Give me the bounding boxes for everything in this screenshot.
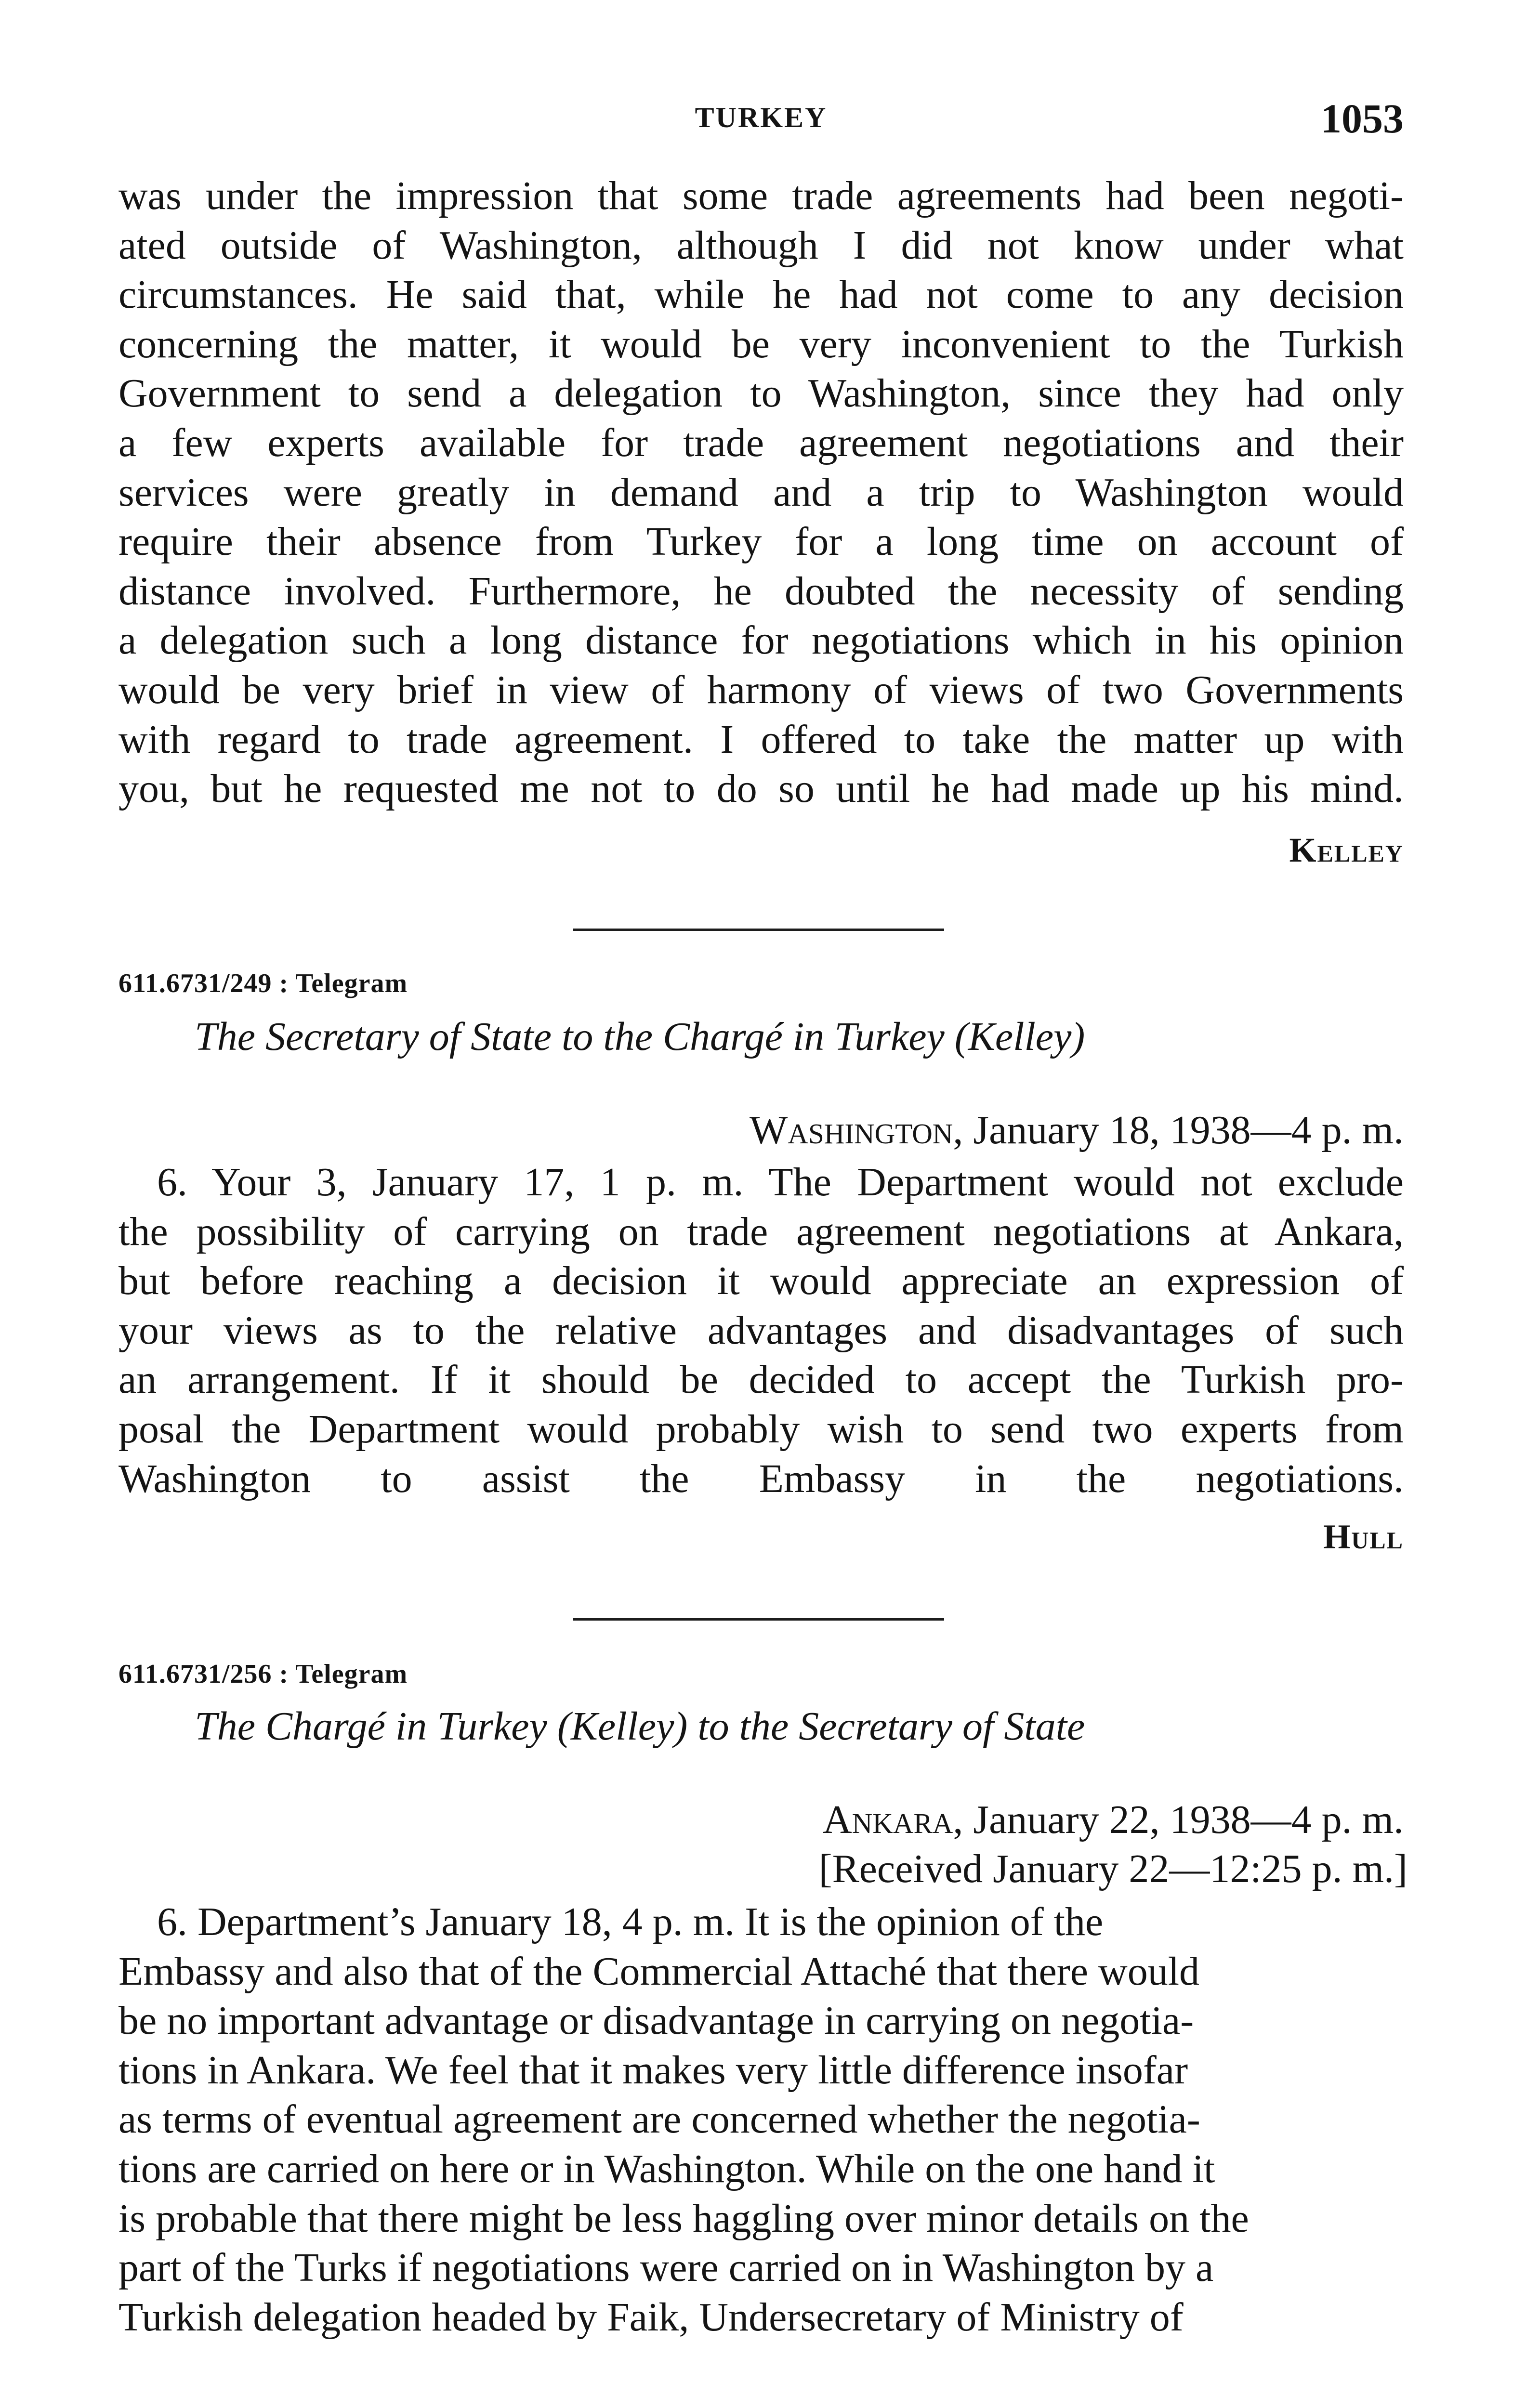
text-line: concerning the matter, it would be very inconvenient to the Turkish <box>118 321 1404 366</box>
text-line: Turkish delegation headed by Faik, Undersecretary of Ministry of <box>118 2294 1184 2340</box>
dateline-ankara <box>823 1796 1404 1843</box>
telegram-body-1 <box>118 1158 1404 1504</box>
text-line: Embassy and also that of the Commercial Attaché that there would <box>118 1949 1200 1994</box>
text-line: but before reaching a decision it would appreciate an expression of <box>118 1258 1404 1304</box>
text-line: Washington to assist the Embassy in the negotiations. <box>118 1456 1404 1501</box>
text-line: your views as to the relative advantages and disadvantages of such <box>118 1308 1404 1353</box>
text-line: ated outside of Washington, although I did not know under what <box>118 222 1404 268</box>
text-line: was under the impression that some trade agreements had been negoti- <box>118 173 1404 218</box>
dateline-date: January 22, 1938—4 p. m. <box>973 1797 1404 1842</box>
signature-kelley: Kelley <box>1289 831 1404 869</box>
document-title-2: The Chargé in Turkey (Kelley) to the Secretary of State <box>195 1704 1085 1749</box>
text-line: you, but he requested me not to do so until he had made up his mind. <box>118 766 1404 811</box>
file-reference-256: 611.6731/256 : Telegram <box>118 1659 408 1689</box>
text-line: is probable that there might be less haggling over minor details on the <box>118 2196 1249 2241</box>
continuation-paragraph <box>118 171 1404 814</box>
text-line: with regard to trade agreement. I offered to take the matter up with <box>118 717 1404 762</box>
dateline-place: Ankara, <box>822 1797 963 1842</box>
text-line: posal the Department would probably wish to send two experts from <box>118 1406 1404 1452</box>
text-line: a delegation such a long distance for negotiations which in his opinion <box>118 618 1404 663</box>
section-divider <box>573 1618 944 1621</box>
text-line: 6. Department’s January 18, 4 p. m. It is the opinion of the <box>157 1899 1104 1944</box>
file-reference-249: 611.6731/249 : Telegram <box>118 968 408 998</box>
text-line: distance involved. Furthermore, he doubted the necessity of sending <box>118 568 1404 614</box>
received-line: [Received January 22—12:25 p. m.] <box>818 1846 1408 1891</box>
dateline-date: January 18, 1938—4 p. m. <box>973 1108 1404 1152</box>
text-line: as terms of eventual agreement are concerned whether the negotia- <box>118 2097 1200 2142</box>
text-line: be no important advantage or disadvantage in carrying on negotia- <box>118 1998 1194 2043</box>
running-head: TURKEY <box>695 102 828 133</box>
section-divider <box>573 929 944 931</box>
text-line: require their absence from Turkey for a long time on account of <box>118 519 1404 564</box>
text-line: 6. Your 3, January 17, 1 p. m. The Department would not exclude <box>157 1160 1404 1204</box>
text-line: circumstances. He said that, while he had not come to any decision <box>118 272 1404 317</box>
text-line: Government to send a delegation to Washington, since they had only <box>118 371 1404 416</box>
dateline-place: Washington, <box>750 1108 963 1152</box>
text-line: an arrangement. If it should be decided to accept the Turkish pro- <box>118 1357 1404 1402</box>
text-line: services were greatly in demand and a trip to Washington would <box>118 470 1404 515</box>
signature-hull: Hull <box>1323 1518 1404 1556</box>
text-line: tions are carried on here or in Washington. While on the one hand it <box>118 2146 1215 2191</box>
dateline-washington <box>750 1107 1404 1153</box>
page-number: 1053 <box>1321 95 1404 142</box>
document-title-1: The Secretary of State to the Chargé in Turkey (Kelley) <box>195 1014 1085 1059</box>
text-line: the possibility of carrying on trade agreement negotiations at Ankara, <box>118 1209 1404 1254</box>
text-line: part of the Turks if negotiations were carried on in Washington by a <box>118 2245 1214 2290</box>
text-line: tions in Ankara. We feel that it makes very little difference insofar <box>118 2047 1188 2093</box>
text-line: a few experts available for trade agreement negotiations and their <box>118 420 1404 465</box>
text-line: would be very brief in view of harmony of views of two Governments <box>118 667 1404 712</box>
telegram-body-2 <box>118 1898 1404 2342</box>
page-header <box>118 94 1404 147</box>
